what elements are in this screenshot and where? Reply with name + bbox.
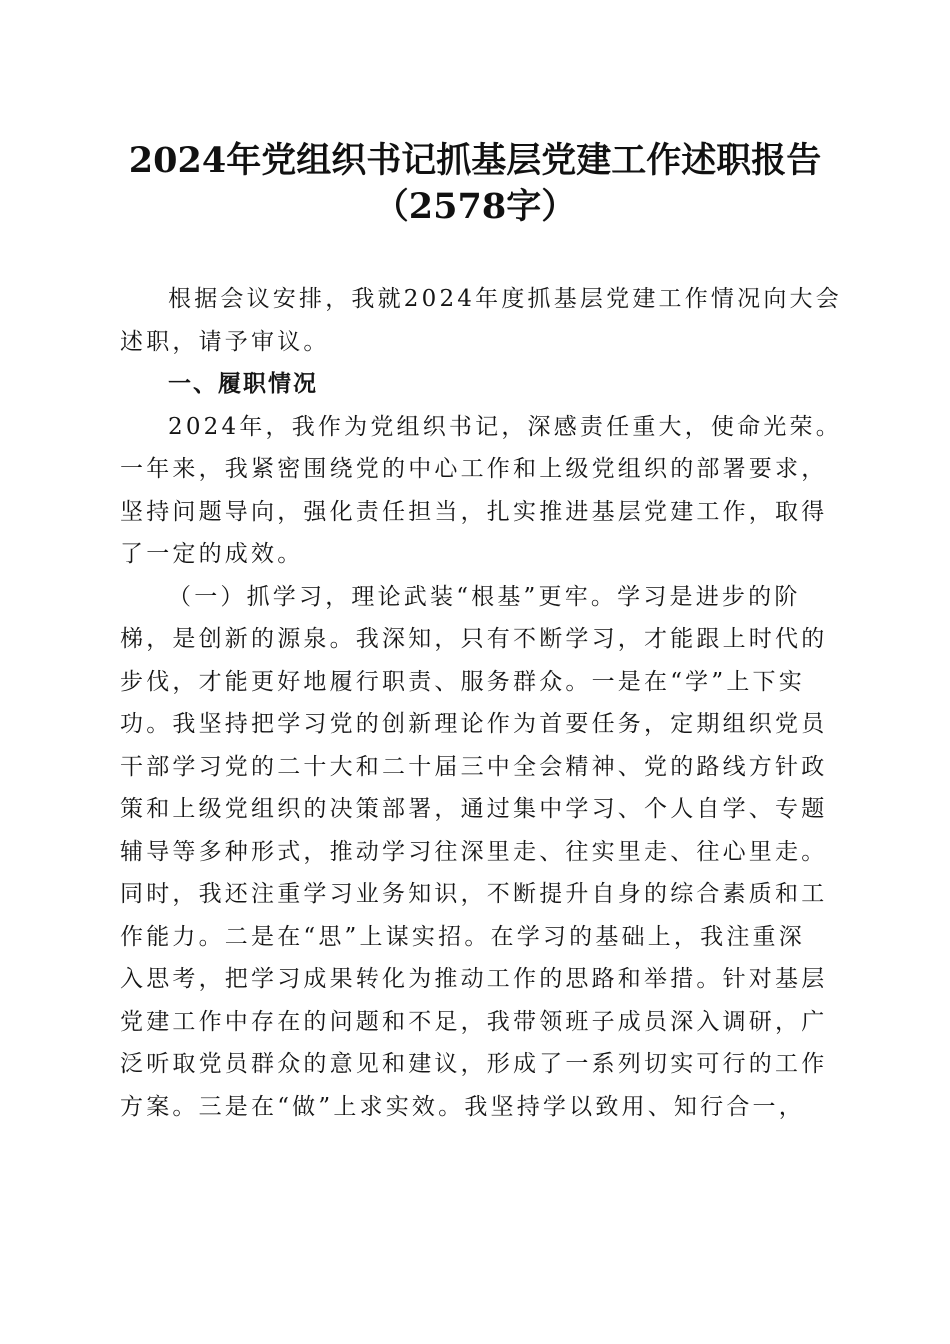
paragraph-line: 一年来，我紧密围绕党的中心工作和上级党组织的部署要求，: [120, 456, 828, 482]
paragraph-line: 方案。三是在“做”上求实效。我坚持学以致用、知行合一，: [120, 1093, 805, 1120]
paragraph-line: 作能力。二是在“思”上谋实招。在学习的基础上，我注重深: [120, 923, 805, 950]
paragraph-line: 了一定的成效。: [120, 541, 304, 567]
paragraph-intro-line: 述职，请予审议。: [120, 328, 330, 355]
paragraph-line: 步伐，才能更好地履行职责、服务群众。一是在“学”上下实: [120, 668, 805, 695]
paragraph-line: 党建工作中存在的问题和不足，我带领班子成员深入调研，广: [120, 1008, 828, 1035]
title-main: 2024年党组织书记抓基层党建工作述职报告: [128, 140, 822, 181]
document-title: [100, 138, 850, 230]
paragraph-line: 辅导等多种形式，推动学习往深里走、往实里走、往心里走。: [120, 838, 828, 865]
paragraph-line: 坚持问题导向，强化责任担当，扎实推进基层党建工作，取得: [120, 498, 828, 525]
paragraph-line: 功。我坚持把学习党的创新理论作为首要任务，定期组织党员: [120, 711, 828, 737]
paragraph-intro-line: 根据会议安排，我就2024年度抓基层党建工作情况向大会: [168, 286, 842, 312]
document-body: [120, 278, 842, 1128]
paragraph-line: 干部学习党的二十大和二十届三中全会精神、党的路线方针政: [120, 753, 828, 780]
paragraph-line: 泛听取党员群众的意见和建议，形成了一系列切实可行的工作: [120, 1051, 828, 1077]
title-word-count: （2578字）: [373, 186, 577, 227]
paragraph-line: 策和上级党组织的决策部署，通过集中学习、个人自学、专题: [120, 796, 828, 822]
paragraph-line: 入思考，把学习成果转化为推动工作的思路和举措。针对基层: [120, 966, 828, 992]
paragraph-line: 2024年，我作为党组织书记，深感责任重大，使命光荣。: [168, 413, 842, 440]
section-heading: 一、履职情况: [168, 371, 318, 397]
paragraph-line: 梯，是创新的源泉。我深知，只有不断学习，才能跟上时代的: [120, 626, 828, 652]
subsection-line: （一）抓学习，理论武装“根基”更牢。学习是进步的阶: [168, 583, 801, 610]
paragraph-line: 同时，我还注重学习业务知识，不断提升自身的综合素质和工: [120, 881, 828, 907]
